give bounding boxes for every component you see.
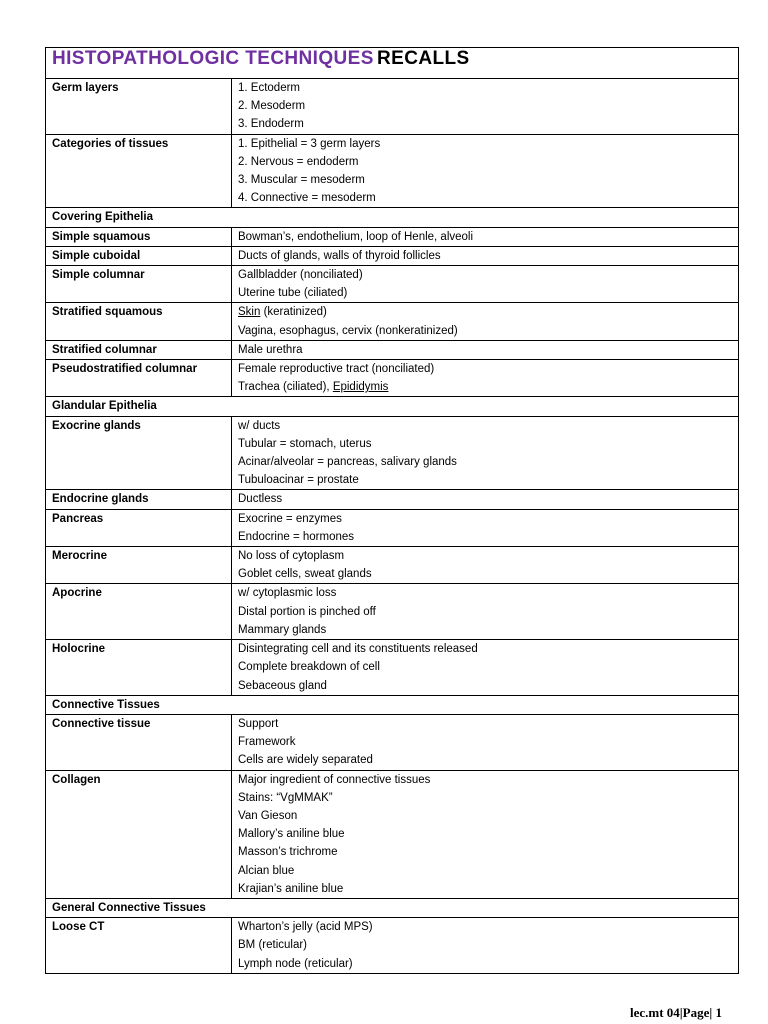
row-label: Simple columnar bbox=[46, 266, 232, 303]
detail-text: Uterine tube (ciliated) bbox=[238, 287, 348, 300]
detail-text: Distal portion is pinched off bbox=[238, 605, 376, 618]
detail-line bbox=[238, 715, 732, 733]
detail-line bbox=[238, 453, 732, 471]
table-row bbox=[46, 547, 739, 584]
row-label: Loose CT bbox=[46, 918, 232, 974]
section-header-row bbox=[46, 898, 739, 917]
row-label: Pancreas bbox=[46, 509, 232, 546]
detail-text: Masson’s trichrome bbox=[238, 846, 338, 859]
section-header: Glandular Epithelia bbox=[46, 397, 739, 416]
detail-text: Male urethra bbox=[238, 343, 303, 356]
title-row bbox=[46, 48, 739, 79]
detail-line bbox=[238, 303, 732, 321]
table-row bbox=[46, 266, 739, 303]
detail-text: Krajian’s aniline blue bbox=[238, 882, 344, 895]
detail-line bbox=[238, 751, 732, 769]
section-header: Covering Epithelia bbox=[46, 208, 739, 227]
detail-text: 2. Nervous = endoderm bbox=[238, 155, 359, 168]
detail-line bbox=[238, 171, 732, 189]
detail-text: Support bbox=[238, 717, 279, 730]
row-details bbox=[232, 134, 739, 208]
detail-line bbox=[238, 153, 732, 171]
detail-text: Ducts of glands, walls of thyroid follicles bbox=[238, 249, 441, 262]
detail-text: BM (reticular) bbox=[238, 939, 308, 952]
detail-text: w/ ducts bbox=[238, 419, 281, 432]
row-label: Holocrine bbox=[46, 640, 232, 696]
table-row bbox=[46, 416, 739, 490]
detail-line bbox=[238, 528, 732, 546]
detail-line bbox=[238, 266, 732, 284]
detail-text: Van Gieson bbox=[238, 809, 298, 822]
detail-line bbox=[238, 490, 732, 508]
detail-line bbox=[238, 843, 732, 861]
detail-line bbox=[238, 341, 732, 359]
section-header: Connective Tissues bbox=[46, 695, 739, 714]
row-details bbox=[232, 490, 739, 509]
row-label: Stratified columnar bbox=[46, 340, 232, 359]
detail-text: Vagina, esophagus, cervix (nonkeratinized) bbox=[238, 324, 458, 337]
detail-text: Wharton’s jelly (acid MPS) bbox=[238, 921, 373, 934]
row-details bbox=[232, 584, 739, 640]
detail-line bbox=[238, 247, 732, 265]
detail-line bbox=[238, 771, 732, 789]
recall-table bbox=[45, 47, 739, 974]
row-details bbox=[232, 227, 739, 246]
detail-text: Major ingredient of connective tissues bbox=[238, 773, 431, 786]
row-details bbox=[232, 918, 739, 974]
section-header-row bbox=[46, 208, 739, 227]
detail-line bbox=[238, 789, 732, 807]
detail-text: 3. Muscular = mesoderm bbox=[238, 174, 365, 187]
table-row bbox=[46, 770, 739, 898]
table-row bbox=[46, 490, 739, 509]
detail-line bbox=[238, 936, 732, 954]
table-row bbox=[46, 584, 739, 640]
detail-text: 4. Connective = mesoderm bbox=[238, 192, 376, 205]
row-details bbox=[232, 640, 739, 696]
detail-line bbox=[238, 640, 732, 658]
detail-text: 1. Epithelial = 3 germ layers bbox=[238, 137, 381, 150]
row-label: Simple cuboidal bbox=[46, 246, 232, 265]
detail-line bbox=[238, 658, 732, 676]
detail-line bbox=[238, 733, 732, 751]
row-label: Merocrine bbox=[46, 547, 232, 584]
detail-text: w/ cytoplasmic loss bbox=[238, 587, 337, 600]
detail-line bbox=[238, 547, 732, 565]
detail-line bbox=[238, 378, 732, 396]
section-header-row bbox=[46, 695, 739, 714]
table-row bbox=[46, 714, 739, 770]
title-cell bbox=[46, 48, 739, 79]
detail-line bbox=[238, 471, 732, 489]
detail-line bbox=[238, 825, 732, 843]
title-main: HISTOPATHOLOGIC TECHNIQUES bbox=[52, 48, 374, 69]
table-row bbox=[46, 918, 739, 974]
detail-text: Tubular = stomach, uterus bbox=[238, 437, 372, 450]
detail-text: Alcian blue bbox=[238, 864, 295, 877]
underlined-term: Skin bbox=[238, 306, 261, 319]
detail-line bbox=[238, 284, 732, 302]
detail-text: Gallbladder (nonciliated) bbox=[238, 269, 363, 282]
table-row bbox=[46, 340, 739, 359]
detail-line bbox=[238, 603, 732, 621]
detail-line bbox=[238, 807, 732, 825]
detail-text: Endocrine = hormones bbox=[238, 530, 355, 543]
detail-line bbox=[238, 97, 732, 115]
row-label: Endocrine glands bbox=[46, 490, 232, 509]
detail-text: Acinar/alveolar = pancreas, salivary glands bbox=[238, 456, 457, 469]
detail-line bbox=[238, 115, 732, 133]
detail-text: (keratinized) bbox=[260, 306, 327, 319]
detail-text: Complete breakdown of cell bbox=[238, 661, 380, 674]
detail-line bbox=[238, 435, 732, 453]
table-row bbox=[46, 79, 739, 135]
detail-text: Sebaceous gland bbox=[238, 679, 327, 692]
title-recalls: RECALLS bbox=[377, 48, 470, 69]
row-label: Apocrine bbox=[46, 584, 232, 640]
row-details bbox=[232, 266, 739, 303]
detail-line bbox=[238, 228, 732, 246]
row-details bbox=[232, 770, 739, 898]
row-details bbox=[232, 714, 739, 770]
row-details bbox=[232, 340, 739, 359]
detail-line bbox=[238, 79, 732, 97]
detail-text: 2. Mesoderm bbox=[238, 100, 306, 113]
table-row bbox=[46, 303, 739, 340]
detail-line bbox=[238, 918, 732, 936]
row-label: Exocrine glands bbox=[46, 416, 232, 490]
detail-line bbox=[238, 322, 732, 340]
row-details bbox=[232, 246, 739, 265]
detail-text: Ductless bbox=[238, 493, 283, 506]
section-header: General Connective Tissues bbox=[46, 898, 739, 917]
table-row bbox=[46, 246, 739, 265]
table-row bbox=[46, 134, 739, 208]
detail-text: Mallory’s aniline blue bbox=[238, 828, 345, 841]
detail-line bbox=[238, 360, 732, 378]
detail-text: No loss of cytoplasm bbox=[238, 550, 345, 563]
detail-text: Goblet cells, sweat glands bbox=[238, 568, 372, 581]
row-label: Simple squamous bbox=[46, 227, 232, 246]
row-label: Pseudostratified columnar bbox=[46, 360, 232, 397]
detail-text: Tubuloacinar = prostate bbox=[238, 474, 359, 487]
row-details bbox=[232, 509, 739, 546]
row-label: Stratified squamous bbox=[46, 303, 232, 340]
detail-line bbox=[238, 677, 732, 695]
detail-line bbox=[238, 955, 732, 973]
detail-line bbox=[238, 135, 732, 153]
detail-text: 1. Ectoderm bbox=[238, 82, 300, 94]
detail-text: Framework bbox=[238, 736, 296, 749]
row-details bbox=[232, 547, 739, 584]
table-row bbox=[46, 509, 739, 546]
detail-line bbox=[238, 189, 732, 207]
row-label: Collagen bbox=[46, 770, 232, 898]
row-details bbox=[232, 79, 739, 135]
detail-text: Female reproductive tract (nonciliated) bbox=[238, 363, 435, 376]
detail-line bbox=[238, 862, 732, 880]
underlined-term: Epididymis bbox=[332, 381, 389, 394]
detail-text: 3. Endoderm bbox=[238, 118, 304, 131]
table-row bbox=[46, 360, 739, 397]
table-row bbox=[46, 640, 739, 696]
table-row bbox=[46, 227, 739, 246]
row-label: Germ layers bbox=[46, 79, 232, 135]
row-details bbox=[232, 360, 739, 397]
detail-line bbox=[238, 621, 732, 639]
detail-text: Cells are widely separated bbox=[238, 754, 373, 767]
recall-table-body bbox=[46, 48, 739, 974]
detail-line bbox=[238, 565, 732, 583]
detail-text: Stains: “VgMMAK” bbox=[238, 791, 333, 804]
detail-text: Mammary glands bbox=[238, 623, 327, 636]
row-label: Categories of tissues bbox=[46, 134, 232, 208]
page-footer: lec.mt 04|Page| 1 bbox=[630, 1005, 722, 1020]
detail-line bbox=[238, 584, 732, 602]
detail-text: Bowman’s, endothelium, loop of Henle, alveoli bbox=[238, 230, 474, 243]
row-details bbox=[232, 416, 739, 490]
row-label: Connective tissue bbox=[46, 714, 232, 770]
detail-line bbox=[238, 510, 732, 528]
detail-text: Lymph node (reticular) bbox=[238, 957, 353, 970]
detail-line bbox=[238, 417, 732, 435]
section-header-row bbox=[46, 397, 739, 416]
row-details bbox=[232, 303, 739, 340]
detail-text: Disintegrating cell and its constituents released bbox=[238, 643, 478, 656]
detail-text: Trachea (ciliated), bbox=[238, 381, 333, 394]
detail-text: Exocrine = enzymes bbox=[238, 512, 342, 525]
detail-line bbox=[238, 880, 732, 898]
